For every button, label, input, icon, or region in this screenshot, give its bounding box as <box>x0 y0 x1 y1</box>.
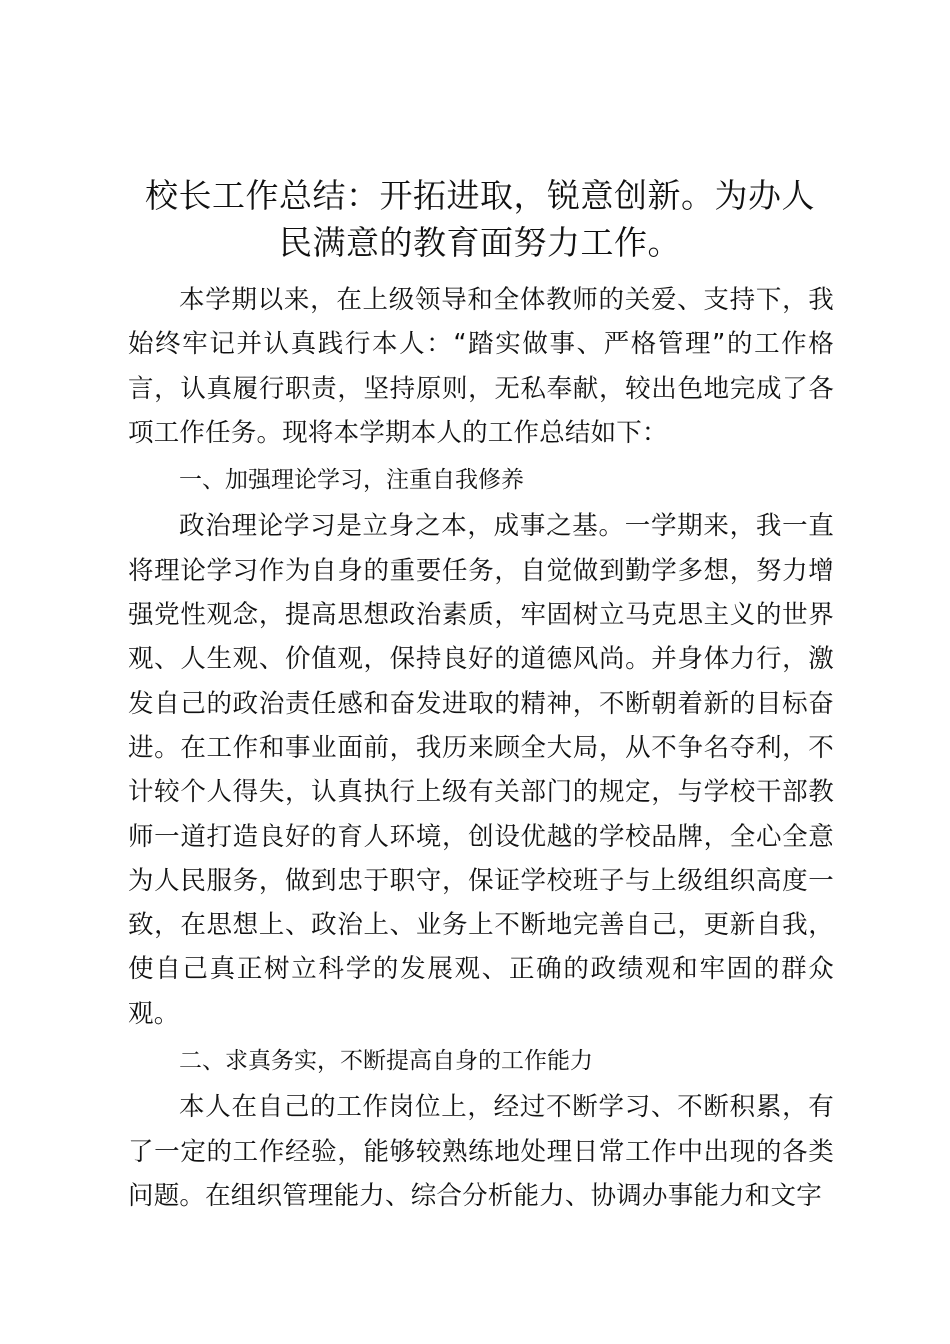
section-2-paragraph: 本人在自己的工作岗位上，经过不断学习、不断积累，有了一定的工作经验，能够较熟练地处理日常工作中出现的各类问题。在组织管理能力、综合分析能力、协调办事能力和文字 <box>128 1092 834 1211</box>
intro-paragraph: 本学期以来，在上级领导和全体教师的关爱、支持下，我始终牢记并认真践行本人：“踏实做事、严格管理”的工作格言，认真履行职责，坚持原则，无私奉献，较出色地完成了各项工作任务。现将本学期本人的工作总结如下： <box>128 285 834 448</box>
title-line-2: 民满意的教育面努力工作。 <box>279 223 681 262</box>
document-title <box>120 172 840 266</box>
title-line-1: 校长工作总结：开拓进取，锐意创新。为办人 <box>145 176 815 215</box>
section-1-paragraph: 政治理论学习是立身之本，成事之基。一学期来，我一直将理论学习作为自身的重要任务，自觉做到勤学多想，努力增强党性观念，提高思想政治素质，牢固树立马克思主义的世界观、人生观、价值观，保持良好的道德风尚。并身体力行，激发自己的政治责任感和奋发进取的精神，不断朝着新的目标奋进。在工作和事业面前，我历来顾全大局，从不争名夺利，不计较个人得失，认真执行上级有关部门的规定，与学校干部教师一道打造良好的育人环境，创设优越的学校品牌，全心全意为人民服务，做到忠于职守，保证学校班子与上级组织高度一致，在思想上、政治上、业务上不断地完善自己，更新自我，使自己真正树立科学的发展观、正确的政绩观和牢固的群众观。 <box>128 511 834 1029</box>
section-heading-2: 二、求真务实，不断提高自身的工作能力 <box>179 1048 593 1075</box>
section-heading-1: 一、加强理论学习，注重自我修养 <box>179 467 524 494</box>
document-body <box>128 278 834 1218</box>
